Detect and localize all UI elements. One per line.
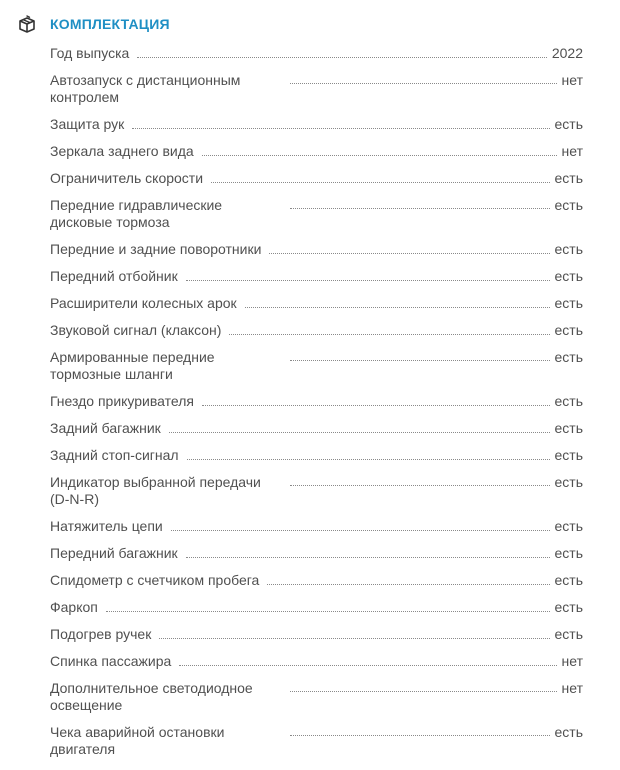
spec-row	[50, 241, 583, 258]
spec-label: Спидометр с счетчиком пробега	[50, 572, 260, 588]
spec-row	[50, 45, 583, 62]
dotted-leader	[159, 626, 549, 639]
dotted-leader	[211, 170, 549, 183]
section-title: КОМПЛЕКТАЦИЯ	[50, 16, 170, 32]
spec-label: Индикатор выбранной передачи (D-N-R)	[50, 474, 261, 507]
dotted-leader	[187, 447, 550, 460]
spec-value: нет	[561, 680, 583, 696]
spec-value: нет	[561, 143, 583, 159]
spec-label: Передний багажник	[50, 545, 178, 561]
spec-label: Дополнительное светодиодное освещение	[50, 680, 253, 713]
spec-row	[50, 393, 583, 410]
spec-label: Фаркоп	[50, 599, 98, 615]
dotted-leader	[290, 474, 550, 486]
spec-label: Подогрев ручек	[50, 626, 152, 642]
spec-value: есть	[554, 545, 583, 561]
dotted-leader	[169, 420, 550, 433]
spec-value: есть	[554, 349, 583, 365]
spec-label: Звуковой сигнал (клаксон)	[50, 322, 222, 338]
dotted-leader	[106, 599, 550, 612]
spec-label: Гнездо прикуривателя	[50, 393, 194, 409]
spec-value: есть	[554, 197, 583, 213]
spec-label: Передний отбойник	[50, 268, 178, 284]
spec-row	[50, 116, 583, 133]
dotted-leader	[202, 143, 557, 156]
spec-value: есть	[554, 116, 583, 132]
spec-value: есть	[554, 241, 583, 257]
spec-row	[50, 349, 583, 383]
spec-row	[50, 143, 583, 160]
dotted-leader	[290, 349, 550, 361]
dotted-leader	[269, 241, 549, 254]
spec-label: Задний багажник	[50, 420, 161, 436]
dotted-leader	[290, 197, 550, 209]
dotted-leader	[290, 72, 557, 84]
spec-row	[50, 268, 583, 285]
dotted-leader	[290, 680, 557, 692]
spec-value: есть	[554, 626, 583, 642]
spec-row	[50, 599, 583, 616]
spec-value: есть	[554, 322, 583, 338]
spec-label: Армированные передние тормозные шланги	[50, 349, 215, 382]
dotted-leader	[186, 268, 550, 281]
spec-value: нет	[561, 653, 583, 669]
spec-row	[50, 680, 583, 714]
spec-value: есть	[554, 268, 583, 284]
spec-row	[50, 545, 583, 562]
spec-label: Расширители колесных арок	[50, 295, 237, 311]
dotted-leader	[267, 572, 549, 585]
spec-label: Передние и задние поворотники	[50, 241, 262, 257]
spec-row	[50, 197, 583, 231]
spec-value: есть	[554, 170, 583, 186]
spec-label: Чека аварийной остановки двигателя	[50, 724, 225, 757]
dotted-leader	[229, 322, 549, 335]
dotted-leader	[137, 45, 547, 58]
spec-row	[50, 420, 583, 437]
spec-row	[50, 72, 583, 106]
spec-label: Ограничитель скорости	[50, 170, 204, 186]
spec-label: Спинка пассажира	[50, 653, 172, 669]
dotted-leader	[245, 295, 550, 308]
dotted-leader	[290, 724, 550, 736]
spec-value: нет	[561, 72, 583, 88]
spec-value: есть	[554, 724, 583, 740]
spec-list	[50, 45, 583, 768]
spec-value: есть	[554, 572, 583, 588]
spec-row	[50, 518, 583, 535]
spec-label: Автозапуск с дистанционным контролем	[50, 72, 241, 105]
spec-value: есть	[554, 420, 583, 436]
spec-label: Зеркала заднего вида	[50, 143, 194, 159]
section-header	[18, 14, 170, 34]
dotted-leader	[171, 518, 550, 531]
dotted-leader	[132, 116, 549, 129]
spec-label: Задний стоп-сигнал	[50, 447, 179, 463]
spec-value: есть	[554, 599, 583, 615]
spec-row	[50, 322, 583, 339]
spec-row	[50, 170, 583, 187]
spec-row	[50, 474, 583, 508]
dotted-leader	[179, 653, 556, 666]
spec-label: Год выпуска	[50, 45, 130, 61]
spec-value: есть	[554, 393, 583, 409]
spec-value: есть	[554, 295, 583, 311]
spec-value: 2022	[551, 45, 583, 61]
spec-value: есть	[554, 518, 583, 534]
spec-row	[50, 572, 583, 589]
spec-row	[50, 447, 583, 464]
dotted-leader	[186, 545, 550, 558]
dotted-leader	[202, 393, 550, 406]
spec-label: Передние гидравлические дисковые тормоза	[50, 197, 223, 230]
spec-label: Натяжитель цепи	[50, 518, 163, 534]
box-icon	[18, 15, 36, 33]
spec-value: есть	[554, 474, 583, 490]
spec-row	[50, 724, 583, 758]
spec-row	[50, 295, 583, 312]
spec-row	[50, 653, 583, 670]
spec-row	[50, 626, 583, 643]
spec-value: есть	[554, 447, 583, 463]
spec-label: Защита рук	[50, 116, 125, 132]
